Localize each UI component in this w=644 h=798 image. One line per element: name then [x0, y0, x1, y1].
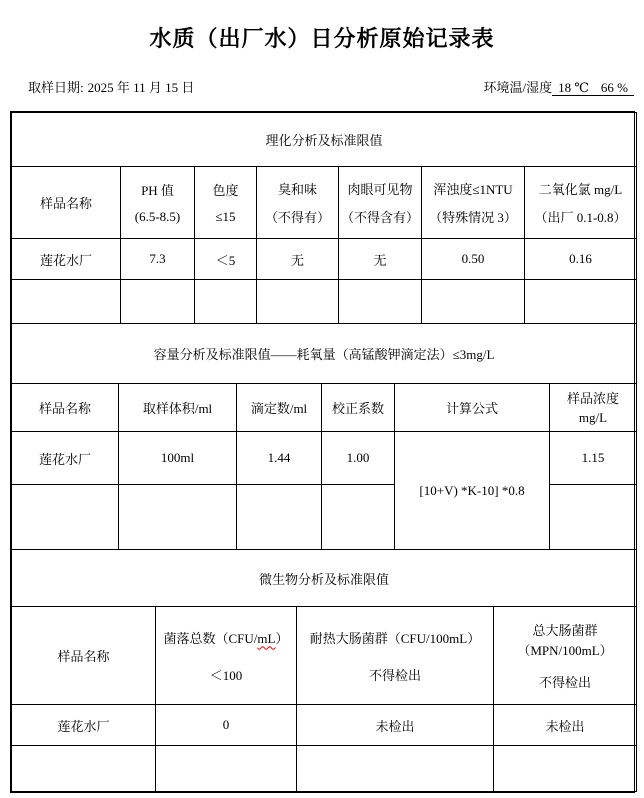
env-label: 环境温/湿度 — [483, 80, 553, 95]
meta-row — [28, 77, 634, 96]
s2-header-titration: 滴定数/ml — [237, 384, 322, 432]
empty-cell — [156, 746, 297, 792]
header-limit: ≤15 — [215, 209, 236, 225]
header-label — [164, 628, 289, 647]
s3-colony-count-value: 0 — [156, 705, 297, 746]
s3-sample-name: 莲花水厂 — [12, 705, 156, 746]
header-label: 样品名称 — [39, 196, 92, 211]
empty-cell — [257, 280, 339, 324]
s1-header-sample-name — [12, 167, 121, 239]
section2-title-row — [12, 324, 637, 384]
s1-sample-name: 莲花水厂 — [12, 239, 121, 280]
section3-data-row — [12, 705, 637, 746]
s1-chroma-value: ＜5 — [195, 239, 257, 280]
header-limit: （出厂 0.1-0.8） — [534, 210, 627, 226]
header-limit: （不得含有） — [340, 210, 419, 226]
s1-header-turbidity — [422, 167, 525, 239]
empty-cell — [494, 746, 637, 792]
section3-empty-row — [12, 746, 637, 792]
s2-header-correction: 校正系数 — [322, 384, 395, 432]
s1-header-chroma — [195, 167, 257, 239]
sample-date-value: 2025 年 11 月 15 日 — [87, 80, 195, 95]
empty-cell — [119, 485, 237, 550]
empty-cell — [12, 746, 156, 792]
section3-title: 微生物分析及标准限值 — [12, 550, 637, 607]
microbiological-table — [11, 549, 637, 792]
s2-correction-value: 1.00 — [322, 432, 395, 485]
header-label: 肉眼可见物 — [347, 181, 413, 197]
s3-header-thermotolerant-coliform — [297, 607, 494, 705]
s2-header-formula: 计算公式 — [395, 384, 550, 432]
empty-cell — [339, 280, 422, 324]
volumetric-table — [11, 323, 637, 550]
empty-cell — [237, 485, 322, 550]
header-label: 耐热大肠菌群（CFU/100mL） — [309, 630, 481, 646]
header-label: 臭和味 — [277, 181, 317, 197]
record-table — [10, 111, 635, 793]
header-label: 色度 — [212, 182, 239, 198]
section1-title: 理化分析及标准限值 — [12, 113, 637, 167]
header-limit: (6.5-8.5) — [134, 209, 181, 225]
section1-empty-row — [12, 280, 637, 324]
header-limit: （特殊情况 3） — [429, 210, 517, 226]
s2-header-concentration — [550, 384, 637, 432]
section1-title-row — [12, 113, 637, 167]
empty-cell — [322, 485, 395, 550]
header-label — [517, 621, 612, 661]
s1-ph-value: 7.3 — [121, 239, 195, 280]
s2-titration-value: 1.44 — [237, 432, 322, 485]
empty-cell — [12, 280, 121, 324]
s2-formula-value: [10+V) *K-10] *0.8 — [395, 432, 550, 550]
s2-sample-volume-value: 100ml — [119, 432, 237, 485]
s1-turbidity-value: 0.50 — [422, 239, 525, 280]
sample-date-label: 取样日期: — [28, 80, 84, 95]
s2-header-sample-volume: 取样体积/ml — [119, 384, 237, 432]
s1-odor-value: 无 — [257, 239, 339, 280]
s3-thermotolerant-value: 未检出 — [297, 705, 494, 746]
empty-cell — [550, 485, 637, 550]
colony-label-suffix: ） — [275, 630, 289, 646]
header-unit: mg/L — [578, 409, 608, 425]
env-humidity-value: 66 % — [595, 80, 634, 96]
header-limit: （不得有） — [264, 210, 330, 226]
s1-header-visible-matter — [339, 167, 422, 239]
section2-data-row — [12, 432, 637, 485]
s1-header-odor — [257, 167, 339, 239]
empty-cell — [525, 280, 637, 324]
header-label: 样品浓度 — [566, 390, 619, 406]
section2-title: 容量分析及标准限值——耗氧量（高锰酸钾滴定法）≤3mg/L — [12, 324, 637, 384]
section2-header-row — [12, 384, 637, 432]
section3-header-row — [12, 607, 637, 705]
env-temp-value: 18 ℃ — [552, 80, 595, 96]
s2-header-sample-name: 样品名称 — [12, 384, 119, 432]
env-temp-humidity — [483, 77, 634, 96]
header-limit: ＜100 — [209, 667, 243, 683]
physicochemical-table — [11, 112, 637, 324]
s2-sample-name: 莲花水厂 — [12, 432, 119, 485]
header-label: 浑浊度≤1NTU — [433, 181, 513, 197]
empty-cell — [12, 485, 119, 550]
page-title: 水质（出厂水）日分析原始记录表 — [149, 26, 495, 51]
empty-cell — [297, 746, 494, 792]
section1-header-row — [12, 167, 637, 239]
s1-header-chlorine-dioxide — [525, 167, 637, 239]
header-label: PH 值 — [141, 182, 174, 198]
s1-visible-matter-value: 无 — [339, 239, 422, 280]
header-label: 二氧化氯 mg/L — [538, 181, 623, 197]
s3-header-sample-name: 样品名称 — [12, 607, 156, 705]
section1-data-row — [12, 239, 637, 280]
s1-chlorine-dioxide-value: 0.16 — [525, 239, 637, 280]
s3-header-colony-count — [156, 607, 297, 705]
s1-header-ph — [121, 167, 195, 239]
colony-label-spellcheck: mL — [257, 630, 276, 646]
s3-total-coliform-value: 未检出 — [494, 705, 637, 746]
sample-date — [28, 77, 194, 96]
header-limit: 不得检出 — [368, 667, 421, 683]
colony-label-prefix: 菌落总数（CFU/ — [163, 630, 258, 646]
s2-concentration-value: 1.15 — [550, 432, 637, 485]
total-coliform-unit: （MPN/100mL） — [517, 642, 613, 658]
total-coliform-name: 总大肠菌群 — [532, 622, 598, 638]
header-limit: 不得检出 — [539, 674, 592, 690]
s3-header-total-coliform — [494, 607, 637, 705]
empty-cell — [195, 280, 257, 324]
empty-cell — [121, 280, 195, 324]
section3-title-row — [12, 550, 637, 607]
empty-cell — [422, 280, 525, 324]
